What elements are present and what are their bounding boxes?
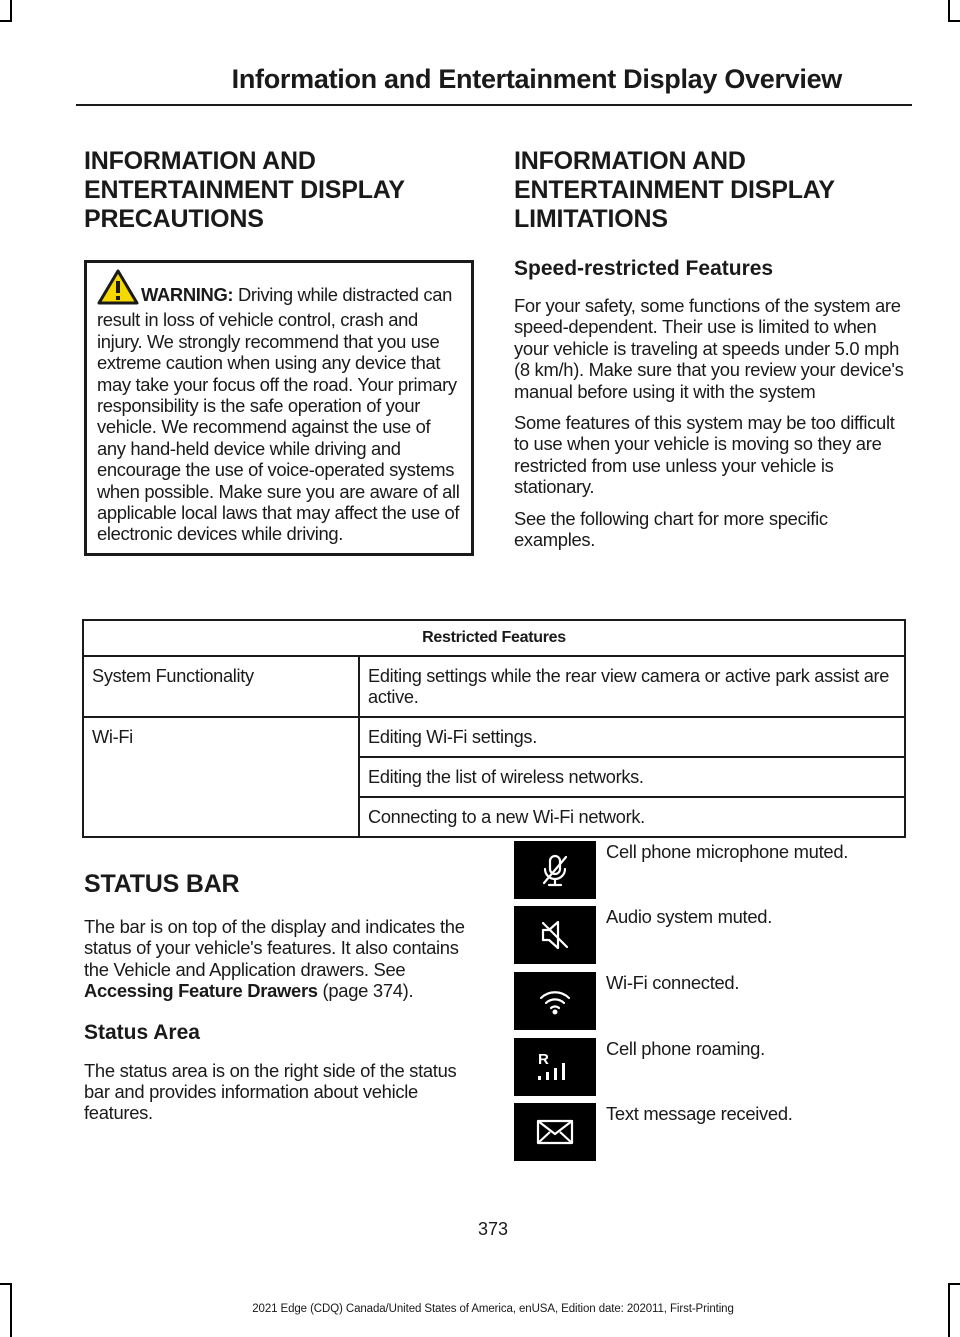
warning-label: WARNING:	[141, 284, 234, 305]
status-area-paragraph: The status area is on the right side of the status bar and provides information about vehicle features.	[84, 1059, 457, 1124]
crop-mark	[0, 20, 12, 22]
status-bar-heading: STATUS BAR	[84, 870, 240, 898]
crop-mark	[948, 0, 950, 22]
status-icon-label: Audio system muted.	[606, 906, 773, 927]
table-title: Restricted Features	[83, 620, 905, 656]
warning-paragraph	[97, 269, 463, 545]
wifi-icon	[514, 972, 596, 1030]
table-row	[83, 717, 905, 757]
roaming-signal-icon	[514, 1038, 596, 1096]
status-icon-label: Cell phone microphone muted.	[606, 841, 849, 862]
limitations-section	[514, 147, 908, 550]
table-cell-category: Wi-Fi	[83, 717, 359, 837]
status-icon-label: Text message received.	[606, 1103, 793, 1124]
crop-mark	[0, 1283, 12, 1285]
crop-mark	[10, 0, 12, 22]
footer-edition-text: 2021 Edge (CDQ) Canada/United States of America, enUSA, Edition date: 202011, First-Printing	[252, 1303, 734, 1315]
table-cell-category: System Functionality	[83, 656, 359, 717]
precautions-heading: INFORMATION AND ENTERTAINMENT DISPLAY PRECAUTIONS	[84, 147, 405, 233]
speed-restricted-heading: Speed-restricted Features	[514, 257, 774, 280]
page-number: 373	[477, 1219, 509, 1239]
crop-mark	[948, 20, 960, 22]
status-bar-text-before-link: The bar is on top of the display and indicates the status of your vehicle's features. It also contains the Vehicle and Application drawers. See	[84, 916, 465, 980]
table-cell-item: Editing Wi-Fi settings.	[359, 717, 905, 757]
status-area-heading: Status Area	[84, 1020, 200, 1044]
warning-triangle-icon	[97, 269, 139, 309]
table-row	[83, 656, 905, 717]
header-divider	[76, 104, 912, 106]
table-cell-item: Editing the list of wireless networks.	[359, 757, 905, 797]
status-bar-section	[84, 870, 476, 1124]
page-header-title: Information and Entertainment Display Overview	[231, 64, 842, 94]
warning-text: Driving while distracted can result in loss of vehicle control, crash and injury. We strongly recommend that you use extreme caution when using any device that may take your focus off the road. Your primary responsibility is the safe operation of your vehicle. We recommend against the use of any hand-held device while driving and encourage the use of voice-operated systems when possible. Make sure you are aware of all applicable local laws that may affect the use of electronic devices while driving.	[97, 284, 460, 545]
microphone-muted-icon	[514, 841, 596, 899]
table-header-row	[83, 620, 905, 656]
limitations-paragraph-3: See the following chart for more specific examples.	[514, 507, 828, 551]
warning-box	[84, 260, 474, 556]
accessing-feature-drawers-link[interactable]: Accessing Feature Drawers	[84, 980, 318, 1002]
status-bar-paragraph	[84, 916, 476, 1002]
limitations-heading: INFORMATION AND ENTERTAINMENT DISPLAY LIMITATIONS	[514, 147, 835, 233]
audio-muted-icon	[514, 906, 596, 964]
status-icon-item	[514, 1103, 908, 1163]
status-icon-item	[514, 906, 908, 966]
status-icon-item	[514, 1038, 908, 1098]
table-cell-item: Connecting to a new Wi-Fi network.	[359, 797, 905, 837]
status-icon-item	[514, 841, 908, 901]
restricted-features-table	[82, 619, 906, 838]
crop-mark	[948, 1283, 960, 1285]
precautions-section	[84, 147, 474, 556]
status-icon-label: Wi-Fi connected.	[606, 972, 740, 993]
status-icon-item	[514, 972, 908, 1032]
limitations-paragraph-2: Some features of this system may be too difficult to use when your vehicle is moving so they are restricted from use unless your vehicle is stationary.	[514, 412, 895, 498]
status-icon-label: Cell phone roaming.	[606, 1038, 765, 1059]
limitations-paragraph-1: For your safety, some functions of the system are speed-dependent. Their use is limited to when your vehicle is traveling at speeds under 5.0 mph (8 km/h). Make sure that you review your device's manual before using it with the system	[514, 295, 904, 402]
table-cell-item: Editing settings while the rear view camera or active park assist are active.	[359, 656, 905, 717]
status-bar-text-after-link: (page 374).	[317, 980, 414, 1002]
svg-text:R: R	[538, 1051, 549, 1068]
envelope-icon	[514, 1103, 596, 1161]
